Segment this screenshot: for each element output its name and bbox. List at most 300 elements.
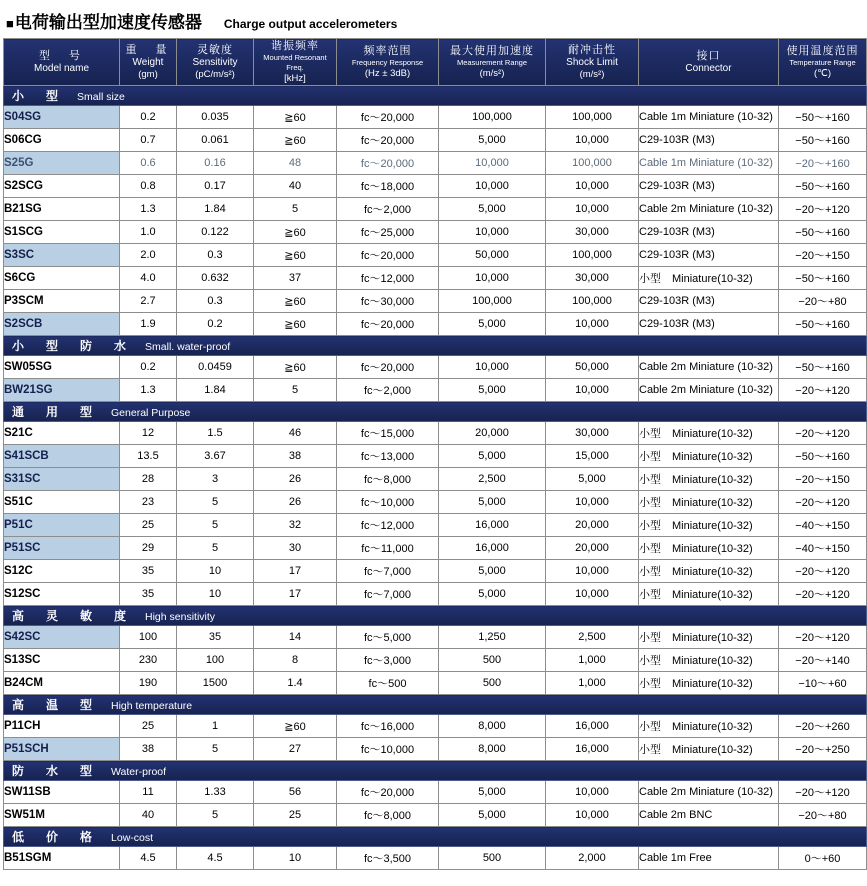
cell-weight: 23	[120, 491, 177, 514]
column-header-frequency-response	[337, 39, 439, 86]
cell-shock-limit: 10,000	[546, 781, 639, 804]
cell-sensitivity: 5	[177, 804, 254, 827]
table-row	[4, 537, 867, 560]
cell-connector: 小型 Miniature(10-32)	[639, 672, 779, 695]
cell-connector: 小型 Miniature(10-32)	[639, 583, 779, 606]
table-row	[4, 267, 867, 290]
cell-temperature-range: −50～+160	[779, 129, 867, 152]
cell-frequency-response: fc～20,000	[337, 781, 439, 804]
cell-resonant-frequency: 5	[254, 198, 337, 221]
cell-connector: Cable 2m Miniature (10-32)	[639, 198, 779, 221]
cell-sensitivity: 1.84	[177, 379, 254, 402]
cell-sensitivity: 0.3	[177, 290, 254, 313]
cell-model-name: S41SCB	[4, 445, 120, 468]
group-label-en: Low-cost	[111, 832, 154, 844]
cell-sensitivity: 10	[177, 560, 254, 583]
cell-measurement-range: 5,000	[439, 583, 546, 606]
group-header-row	[4, 761, 867, 781]
table-row	[4, 244, 867, 267]
cell-weight: 1.3	[120, 379, 177, 402]
cell-temperature-range: −20～+80	[779, 290, 867, 313]
group-header-cell	[4, 336, 867, 356]
table-row	[4, 491, 867, 514]
cell-weight: 29	[120, 537, 177, 560]
cell-model-name: S21C	[4, 422, 120, 445]
cell-sensitivity: 0.632	[177, 267, 254, 290]
cell-frequency-response: fc～500	[337, 672, 439, 695]
group-label-en: High sensitivity	[145, 611, 216, 623]
column-header-measurement-range-unit: (m/s²)	[479, 68, 505, 79]
cell-connector: C29-103R (M3)	[639, 175, 779, 198]
cell-shock-limit: 2,500	[546, 626, 639, 649]
cell-connector: 小型 Miniature(10-32)	[639, 491, 779, 514]
cell-temperature-range: −20～+160	[779, 152, 867, 175]
table-row	[4, 356, 867, 379]
cell-connector: Cable 2m BNC	[639, 804, 779, 827]
cell-connector: 小型 Miniature(10-32)	[639, 422, 779, 445]
cell-connector: Cable 2m Miniature (10-32)	[639, 781, 779, 804]
column-header-model-en: Model name	[33, 63, 90, 74]
cell-sensitivity: 35	[177, 626, 254, 649]
group-header-cell	[4, 402, 867, 422]
cell-connector: C29-103R (M3)	[639, 290, 779, 313]
cell-measurement-range: 16,000	[439, 514, 546, 537]
cell-measurement-range: 1,250	[439, 626, 546, 649]
cell-temperature-range: −50～+160	[779, 356, 867, 379]
cell-measurement-range: 5,000	[439, 198, 546, 221]
cell-measurement-range: 5,000	[439, 379, 546, 402]
cell-connector: 小型 Miniature(10-32)	[639, 445, 779, 468]
cell-measurement-range: 10,000	[439, 175, 546, 198]
title-english: Charge output accelerometers	[223, 17, 398, 31]
cell-measurement-range: 5,000	[439, 804, 546, 827]
cell-model-name: S13SC	[4, 649, 120, 672]
table-row	[4, 445, 867, 468]
cell-resonant-frequency: 25	[254, 804, 337, 827]
cell-sensitivity: 5	[177, 514, 254, 537]
table-row	[4, 290, 867, 313]
cell-resonant-frequency: 56	[254, 781, 337, 804]
cell-shock-limit: 15,000	[546, 445, 639, 468]
column-header-temperature-range	[779, 39, 867, 86]
cell-frequency-response: fc～8,000	[337, 468, 439, 491]
cell-measurement-range: 500	[439, 649, 546, 672]
cell-resonant-frequency: 17	[254, 560, 337, 583]
cell-weight: 1.3	[120, 198, 177, 221]
column-header-shock-limit-cn: 耐冲击性	[568, 44, 616, 56]
cell-resonant-frequency: 14	[254, 626, 337, 649]
group-label-en: Water-proof	[111, 766, 167, 778]
cell-frequency-response: fc～13,000	[337, 445, 439, 468]
cell-temperature-range: −20～+120	[779, 626, 867, 649]
cell-sensitivity: 0.2	[177, 313, 254, 336]
cell-sensitivity: 0.035	[177, 106, 254, 129]
cell-shock-limit: 30,000	[546, 422, 639, 445]
cell-temperature-range: −20～+120	[779, 491, 867, 514]
cell-weight: 40	[120, 804, 177, 827]
cell-resonant-frequency: ≧60	[254, 244, 337, 267]
cell-model-name: S2SCB	[4, 313, 120, 336]
cell-resonant-frequency: 1.4	[254, 672, 337, 695]
table-row	[4, 152, 867, 175]
column-header-sensitivity-cn: 灵敏度	[197, 44, 233, 56]
cell-temperature-range: −20～+120	[779, 560, 867, 583]
group-header-cell	[4, 606, 867, 626]
cell-temperature-range: −20～+260	[779, 715, 867, 738]
cell-shock-limit: 30,000	[546, 221, 639, 244]
cell-shock-limit: 5,000	[546, 468, 639, 491]
cell-frequency-response: fc～11,000	[337, 537, 439, 560]
column-header-resonant-frequency	[254, 39, 337, 86]
cell-frequency-response: fc～20,000	[337, 152, 439, 175]
cell-shock-limit: 100,000	[546, 244, 639, 267]
table-row	[4, 129, 867, 152]
cell-measurement-range: 16,000	[439, 537, 546, 560]
group-label-cn: 通 用 型	[12, 405, 98, 419]
cell-weight: 230	[120, 649, 177, 672]
column-header-weight	[120, 39, 177, 86]
cell-connector: Cable 1m Free	[639, 847, 779, 870]
group-label-en: Small. water-proof	[145, 341, 231, 353]
group-header-cell	[4, 86, 867, 106]
cell-shock-limit: 30,000	[546, 267, 639, 290]
cell-sensitivity: 100	[177, 649, 254, 672]
cell-resonant-frequency: 38	[254, 445, 337, 468]
table-header	[4, 39, 867, 86]
cell-sensitivity: 1500	[177, 672, 254, 695]
column-header-frequency-response-unit: (Hz ± 3dB)	[364, 68, 411, 79]
cell-model-name: B21SG	[4, 198, 120, 221]
column-header-frequency-response-cn: 频率范围	[363, 45, 412, 57]
table-row	[4, 781, 867, 804]
cell-weight: 0.8	[120, 175, 177, 198]
table-row	[4, 422, 867, 445]
cell-measurement-range: 100,000	[439, 290, 546, 313]
table-body	[4, 86, 867, 870]
cell-measurement-range: 50,000	[439, 244, 546, 267]
cell-resonant-frequency: 48	[254, 152, 337, 175]
cell-resonant-frequency: 26	[254, 491, 337, 514]
cell-resonant-frequency: ≧60	[254, 221, 337, 244]
cell-shock-limit: 10,000	[546, 379, 639, 402]
group-label-cn: 高 温 型	[12, 698, 98, 712]
cell-resonant-frequency: 37	[254, 267, 337, 290]
cell-sensitivity: 4.5	[177, 847, 254, 870]
cell-resonant-frequency: 26	[254, 468, 337, 491]
column-header-connector-en: Connector	[685, 63, 732, 74]
cell-model-name: BW21SG	[4, 379, 120, 402]
cell-sensitivity: 5	[177, 537, 254, 560]
cell-shock-limit: 100,000	[546, 106, 639, 129]
table-row	[4, 313, 867, 336]
cell-measurement-range: 5,000	[439, 781, 546, 804]
cell-sensitivity: 0.061	[177, 129, 254, 152]
cell-model-name: S31SC	[4, 468, 120, 491]
group-header-row	[4, 827, 867, 847]
cell-temperature-range: −20～+120	[779, 781, 867, 804]
column-header-sensitivity-unit: (pC/m/s²)	[195, 69, 235, 80]
cell-weight: 38	[120, 738, 177, 761]
cell-shock-limit: 10,000	[546, 583, 639, 606]
cell-weight: 25	[120, 514, 177, 537]
cell-sensitivity: 5	[177, 491, 254, 514]
column-header-temperature-range-en: Temperature Range	[789, 58, 856, 67]
cell-sensitivity: 0.16	[177, 152, 254, 175]
cell-resonant-frequency: 46	[254, 422, 337, 445]
cell-shock-limit: 100,000	[546, 152, 639, 175]
cell-shock-limit: 10,000	[546, 491, 639, 514]
column-header-temperature-range-unit: (℃)	[814, 68, 831, 79]
specifications-table	[3, 38, 867, 870]
group-label-en: Small size	[77, 91, 125, 103]
cell-weight: 4.5	[120, 847, 177, 870]
cell-resonant-frequency: 30	[254, 537, 337, 560]
cell-connector: C29-103R (M3)	[639, 129, 779, 152]
table-row	[4, 715, 867, 738]
cell-weight: 1.0	[120, 221, 177, 244]
cell-shock-limit: 16,000	[546, 715, 639, 738]
cell-model-name: SW11SB	[4, 781, 120, 804]
cell-shock-limit: 16,000	[546, 738, 639, 761]
cell-weight: 35	[120, 560, 177, 583]
cell-connector: 小型 Miniature(10-32)	[639, 468, 779, 491]
cell-sensitivity: 0.17	[177, 175, 254, 198]
table-row	[4, 649, 867, 672]
table-row	[4, 468, 867, 491]
title-bullet-icon: ■	[6, 16, 14, 31]
cell-temperature-range: −50～+160	[779, 175, 867, 198]
cell-frequency-response: fc～7,000	[337, 583, 439, 606]
cell-shock-limit: 10,000	[546, 313, 639, 336]
cell-weight: 11	[120, 781, 177, 804]
cell-sensitivity: 1.5	[177, 422, 254, 445]
title-chinese: 电荷输出型加速度传感器	[14, 13, 202, 32]
cell-model-name: B24CM	[4, 672, 120, 695]
table-row	[4, 847, 867, 870]
cell-frequency-response: fc～18,000	[337, 175, 439, 198]
cell-model-name: P3SCM	[4, 290, 120, 313]
cell-weight: 2.7	[120, 290, 177, 313]
cell-measurement-range: 5,000	[439, 129, 546, 152]
cell-weight: 0.7	[120, 129, 177, 152]
group-header-row	[4, 695, 867, 715]
cell-frequency-response: fc～16,000	[337, 715, 439, 738]
cell-shock-limit: 20,000	[546, 514, 639, 537]
column-header-shock-limit-en: Shock Limit	[566, 57, 618, 68]
cell-model-name: P51C	[4, 514, 120, 537]
cell-sensitivity: 3.67	[177, 445, 254, 468]
cell-measurement-range: 100,000	[439, 106, 546, 129]
cell-resonant-frequency: 17	[254, 583, 337, 606]
cell-connector: C29-103R (M3)	[639, 313, 779, 336]
cell-temperature-range: −10～+60	[779, 672, 867, 695]
cell-frequency-response: fc～10,000	[337, 738, 439, 761]
cell-connector: 小型 Miniature(10-32)	[639, 560, 779, 583]
cell-weight: 35	[120, 583, 177, 606]
cell-frequency-response: fc～3,500	[337, 847, 439, 870]
cell-measurement-range: 8,000	[439, 738, 546, 761]
cell-model-name: B51SGM	[4, 847, 120, 870]
cell-sensitivity: 10	[177, 583, 254, 606]
cell-connector: 小型 Miniature(10-32)	[639, 738, 779, 761]
cell-temperature-range: −40～+150	[779, 514, 867, 537]
cell-sensitivity: 3	[177, 468, 254, 491]
column-header-weight-unit: (gm)	[138, 69, 158, 80]
cell-sensitivity: 0.0459	[177, 356, 254, 379]
cell-weight: 28	[120, 468, 177, 491]
group-header-cell	[4, 827, 867, 847]
cell-resonant-frequency: ≧60	[254, 313, 337, 336]
cell-temperature-range: −20～+120	[779, 198, 867, 221]
cell-frequency-response: fc～7,000	[337, 560, 439, 583]
cell-measurement-range: 8,000	[439, 715, 546, 738]
column-header-connector-cn: 接口	[696, 50, 721, 62]
cell-shock-limit: 100,000	[546, 290, 639, 313]
column-header-resonant-frequency-unit: [kHz]	[284, 73, 306, 84]
group-label-cn: 防 水 型	[12, 764, 98, 778]
cell-connector: 小型 Miniature(10-32)	[639, 626, 779, 649]
column-header-sensitivity-en: Sensitivity	[192, 57, 238, 68]
cell-weight: 0.2	[120, 106, 177, 129]
cell-temperature-range: −20～+120	[779, 583, 867, 606]
column-header-resonant-frequency-en: Mounted Resonant Freq.	[263, 53, 327, 72]
cell-resonant-frequency: 5	[254, 379, 337, 402]
cell-temperature-range: −20～+120	[779, 379, 867, 402]
cell-frequency-response: fc～10,000	[337, 491, 439, 514]
group-label-en: General Purpose	[111, 407, 191, 419]
cell-shock-limit: 10,000	[546, 175, 639, 198]
cell-frequency-response: fc～12,000	[337, 267, 439, 290]
cell-weight: 100	[120, 626, 177, 649]
cell-model-name: S1SCG	[4, 221, 120, 244]
cell-connector: C29-103R (M3)	[639, 244, 779, 267]
cell-frequency-response: fc～20,000	[337, 244, 439, 267]
cell-shock-limit: 10,000	[546, 198, 639, 221]
cell-frequency-response: fc～12,000	[337, 514, 439, 537]
cell-shock-limit: 2,000	[546, 847, 639, 870]
cell-model-name: S42SC	[4, 626, 120, 649]
column-header-frequency-response-en: Frequency Response	[351, 58, 424, 67]
column-header-weight-en: Weight	[132, 57, 164, 68]
cell-frequency-response: fc～20,000	[337, 106, 439, 129]
cell-frequency-response: fc～20,000	[337, 313, 439, 336]
cell-measurement-range: 10,000	[439, 152, 546, 175]
cell-temperature-range: −50～+160	[779, 267, 867, 290]
cell-temperature-range: −40～+150	[779, 537, 867, 560]
cell-model-name: S3SC	[4, 244, 120, 267]
cell-sensitivity: 0.122	[177, 221, 254, 244]
cell-weight: 12	[120, 422, 177, 445]
cell-sensitivity: 1.84	[177, 198, 254, 221]
group-header-cell	[4, 695, 867, 715]
cell-resonant-frequency: ≧60	[254, 290, 337, 313]
cell-model-name: SW51M	[4, 804, 120, 827]
column-header-weight-cn: 重 量	[125, 44, 171, 56]
cell-measurement-range: 500	[439, 847, 546, 870]
cell-connector: 小型 Miniature(10-32)	[639, 267, 779, 290]
cell-resonant-frequency: 40	[254, 175, 337, 198]
cell-resonant-frequency: ≧60	[254, 129, 337, 152]
cell-model-name: SW05SG	[4, 356, 120, 379]
cell-frequency-response: fc～8,000	[337, 804, 439, 827]
table-row	[4, 583, 867, 606]
cell-resonant-frequency: 10	[254, 847, 337, 870]
cell-temperature-range: −50～+160	[779, 106, 867, 129]
page-title	[2, 6, 865, 38]
cell-resonant-frequency: ≧60	[254, 356, 337, 379]
column-header-connector	[639, 39, 779, 86]
cell-weight: 13.5	[120, 445, 177, 468]
cell-connector: Cable 1m Miniature (10-32)	[639, 106, 779, 129]
group-header-row	[4, 336, 867, 356]
group-label-cn: 小 型	[12, 89, 64, 103]
cell-sensitivity: 0.3	[177, 244, 254, 267]
cell-shock-limit: 10,000	[546, 804, 639, 827]
cell-sensitivity: 5	[177, 738, 254, 761]
group-label-cn: 小 型 防 水	[12, 339, 132, 353]
column-header-resonant-frequency-cn: 谐振频率	[271, 40, 319, 52]
cell-resonant-frequency: 8	[254, 649, 337, 672]
cell-temperature-range: −50～+160	[779, 445, 867, 468]
table-row	[4, 626, 867, 649]
table-row	[4, 672, 867, 695]
cell-frequency-response: fc～2,000	[337, 379, 439, 402]
cell-model-name: S04SG	[4, 106, 120, 129]
group-header-cell	[4, 761, 867, 781]
cell-weight: 190	[120, 672, 177, 695]
column-header-measurement-range-en: Measurement Range	[456, 58, 528, 67]
cell-temperature-range: −20～+250	[779, 738, 867, 761]
cell-shock-limit: 10,000	[546, 560, 639, 583]
cell-model-name: P51SC	[4, 537, 120, 560]
cell-shock-limit: 1,000	[546, 649, 639, 672]
cell-frequency-response: fc～20,000	[337, 356, 439, 379]
table-row	[4, 221, 867, 244]
cell-temperature-range: −20～+150	[779, 244, 867, 267]
cell-measurement-range: 2,500	[439, 468, 546, 491]
cell-resonant-frequency: ≧60	[254, 715, 337, 738]
table-row	[4, 175, 867, 198]
cell-shock-limit: 20,000	[546, 537, 639, 560]
cell-weight: 0.2	[120, 356, 177, 379]
cell-temperature-range: 0～+60	[779, 847, 867, 870]
group-label-cn: 高 灵 敏 度	[12, 609, 132, 623]
cell-frequency-response: fc～30,000	[337, 290, 439, 313]
cell-model-name: S2SCG	[4, 175, 120, 198]
column-header-temperature-range-cn: 使用温度范围	[786, 45, 859, 57]
cell-measurement-range: 10,000	[439, 267, 546, 290]
group-header-row	[4, 606, 867, 626]
table-row	[4, 738, 867, 761]
cell-connector: 小型 Miniature(10-32)	[639, 715, 779, 738]
cell-temperature-range: −20～+140	[779, 649, 867, 672]
table-row	[4, 198, 867, 221]
cell-measurement-range: 20,000	[439, 422, 546, 445]
column-header-measurement-range	[439, 39, 546, 86]
cell-model-name: S12C	[4, 560, 120, 583]
column-header-measurement-range-cn: 最大使用加速度	[450, 45, 534, 57]
cell-temperature-range: −50～+160	[779, 313, 867, 336]
cell-connector: C29-103R (M3)	[639, 221, 779, 244]
cell-measurement-range: 5,000	[439, 445, 546, 468]
cell-temperature-range: −20～+120	[779, 422, 867, 445]
cell-measurement-range: 5,000	[439, 560, 546, 583]
cell-measurement-range: 10,000	[439, 221, 546, 244]
cell-resonant-frequency: ≧60	[254, 106, 337, 129]
cell-shock-limit: 10,000	[546, 129, 639, 152]
cell-frequency-response: fc～5,000	[337, 626, 439, 649]
cell-model-name: S25G	[4, 152, 120, 175]
